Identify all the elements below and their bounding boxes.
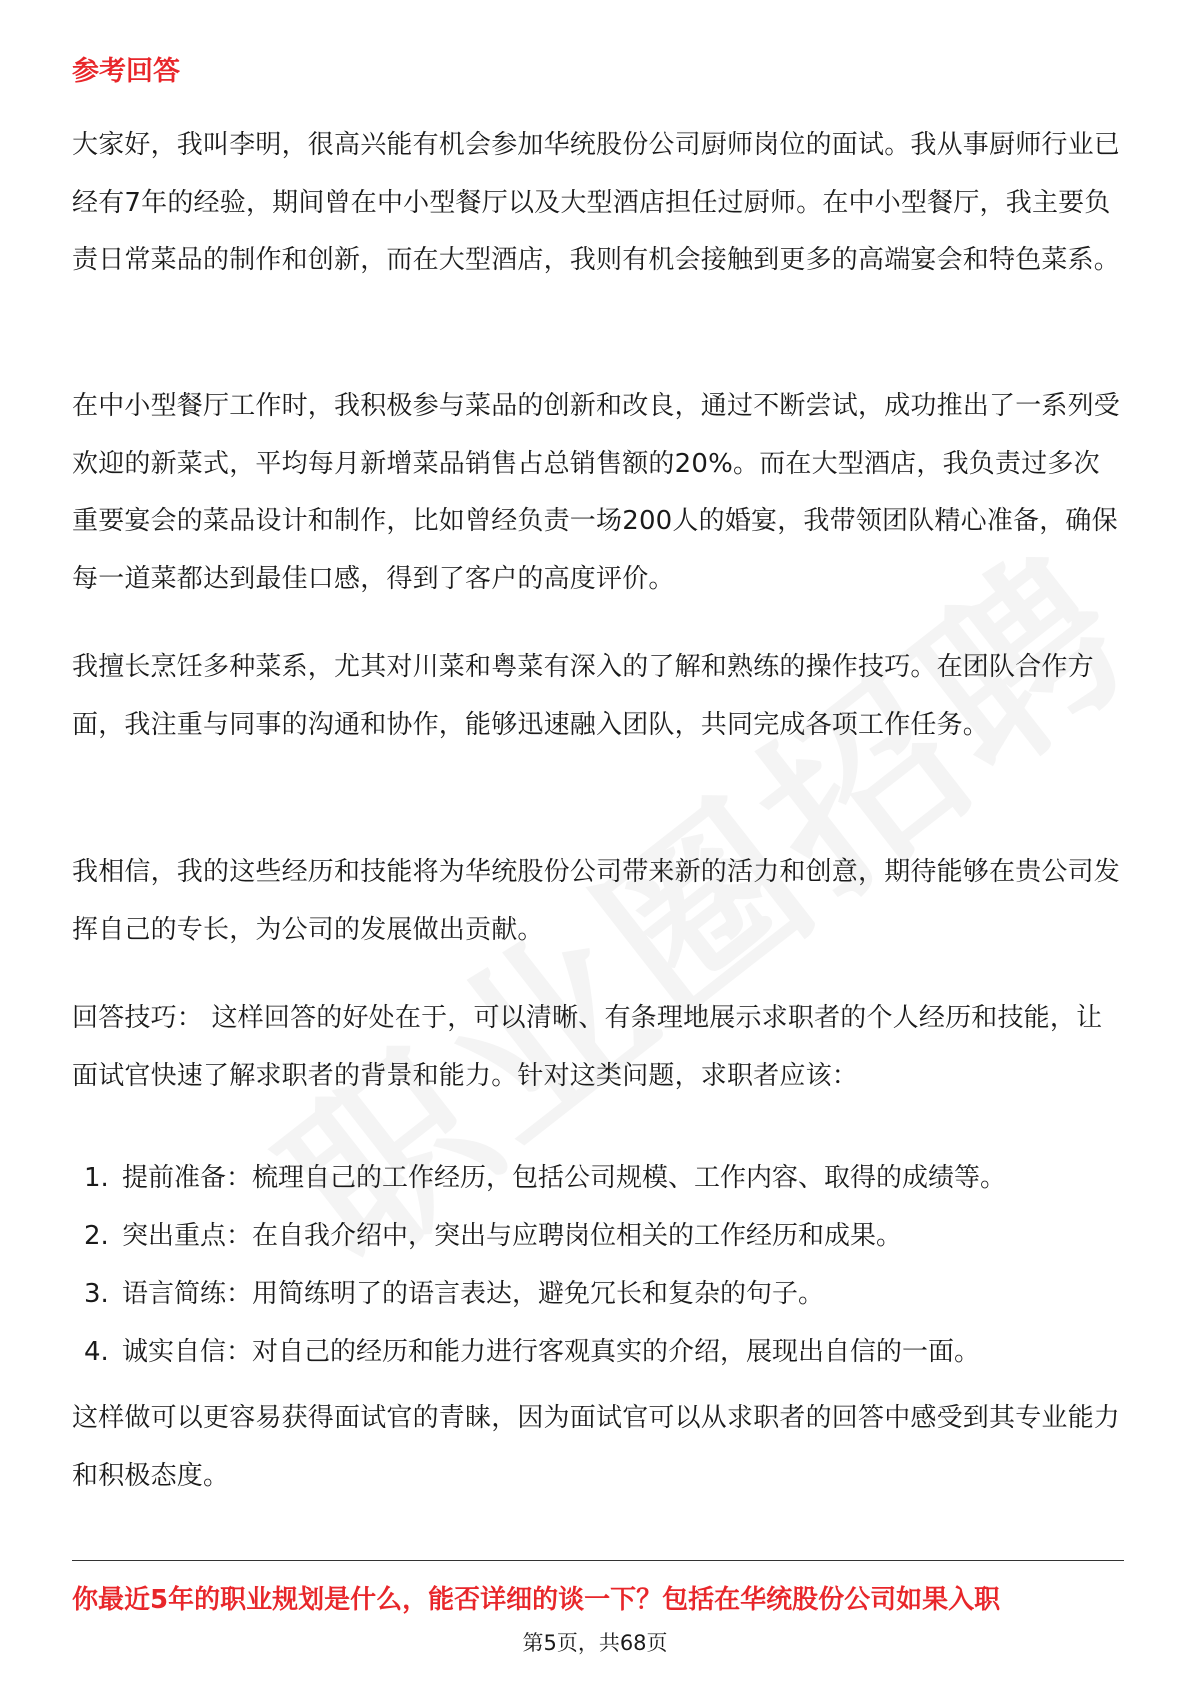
list-item-text: 语言简练：用简练明了的语言表达，避免冗长和复杂的句子。 [122, 1279, 825, 1309]
tips-intro-paragraph: 回答技巧： 这样回答的好处在于，可以清晰、有条理地展示求职者的个人经历和技能，让面试官快速了解求职者的背景和能力。针对这类问题，求职者应该： [72, 1003, 1103, 1091]
list-item-number: 2. [84, 1221, 109, 1251]
tips-list [84, 1149, 1006, 1381]
answer-paragraph-intro: 大家好，我叫李明，很高兴能有机会参加华统股份公司厨师岗位的面试。我从事厨师行业已经有7年的经验，期间曾在中小型餐厅以及大型酒店担任过厨师。在中小型餐厅，我主要负责日常菜品的制作和创新，而在大型酒店，我则有机会接触到更多的高端宴会和特色菜系。 [72, 130, 1121, 275]
page-number-footer: 第5页，共68页 [522, 1631, 668, 1655]
list-item [84, 1323, 1006, 1381]
list-item-number: 4. [84, 1337, 109, 1367]
list-item-number: 1. [84, 1163, 109, 1193]
list-item [84, 1149, 1006, 1207]
list-item-text: 诚实自信：对自己的经历和能力进行客观真实的介绍，展现出自信的一面。 [122, 1337, 981, 1367]
answer-paragraph-closing: 我相信，我的这些经历和技能将为华统股份公司带来新的活力和创意，期待能够在贵公司发挥自己的专长，为公司的发展做出贡献。 [72, 857, 1121, 945]
list-item-text: 提前准备：梳理自己的工作经历，包括公司规模、工作内容、取得的成绩等。 [122, 1163, 1007, 1193]
section-divider [72, 1560, 1124, 1561]
next-question-heading: 你最近5年的职业规划是什么，能否详细的谈一下？包括在华统股份公司如果入职 [72, 1585, 1001, 1615]
section-heading: 参考回答 [72, 56, 180, 87]
document-page [72, 0, 1124, 1684]
answer-paragraph-experience: 在中小型餐厅工作时，我积极参与菜品的创新和改良，通过不断尝试，成功推出了一系列受欢迎的新菜式，平均每月新增菜品销售占总销售额的20%。而在大型酒店，我负责过多次重要宴会的菜品设计和制作，比如曾经负责一场200人的婚宴，我带领团队精心准备，确保每一道菜都达到最佳口感，得到了客户的高度评价。 [72, 391, 1121, 594]
list-item [84, 1265, 1006, 1323]
list-item-number: 3. [84, 1279, 109, 1309]
list-item [84, 1207, 1006, 1265]
conclusion-paragraph: 这样做可以更容易获得面试官的青睐，因为面试官可以从求职者的回答中感受到其专业能力和积极态度。 [72, 1403, 1121, 1491]
list-item-text: 突出重点：在自我介绍中，突出与应聘岗位相关的工作经历和成果。 [122, 1221, 903, 1251]
answer-paragraph-skills: 我擅长烹饪多种菜系，尤其对川菜和粤菜有深入的了解和熟练的操作技巧。在团队合作方面，我注重与同事的沟通和协作，能够迅速融入团队，共同完成各项工作任务。 [72, 652, 1094, 740]
